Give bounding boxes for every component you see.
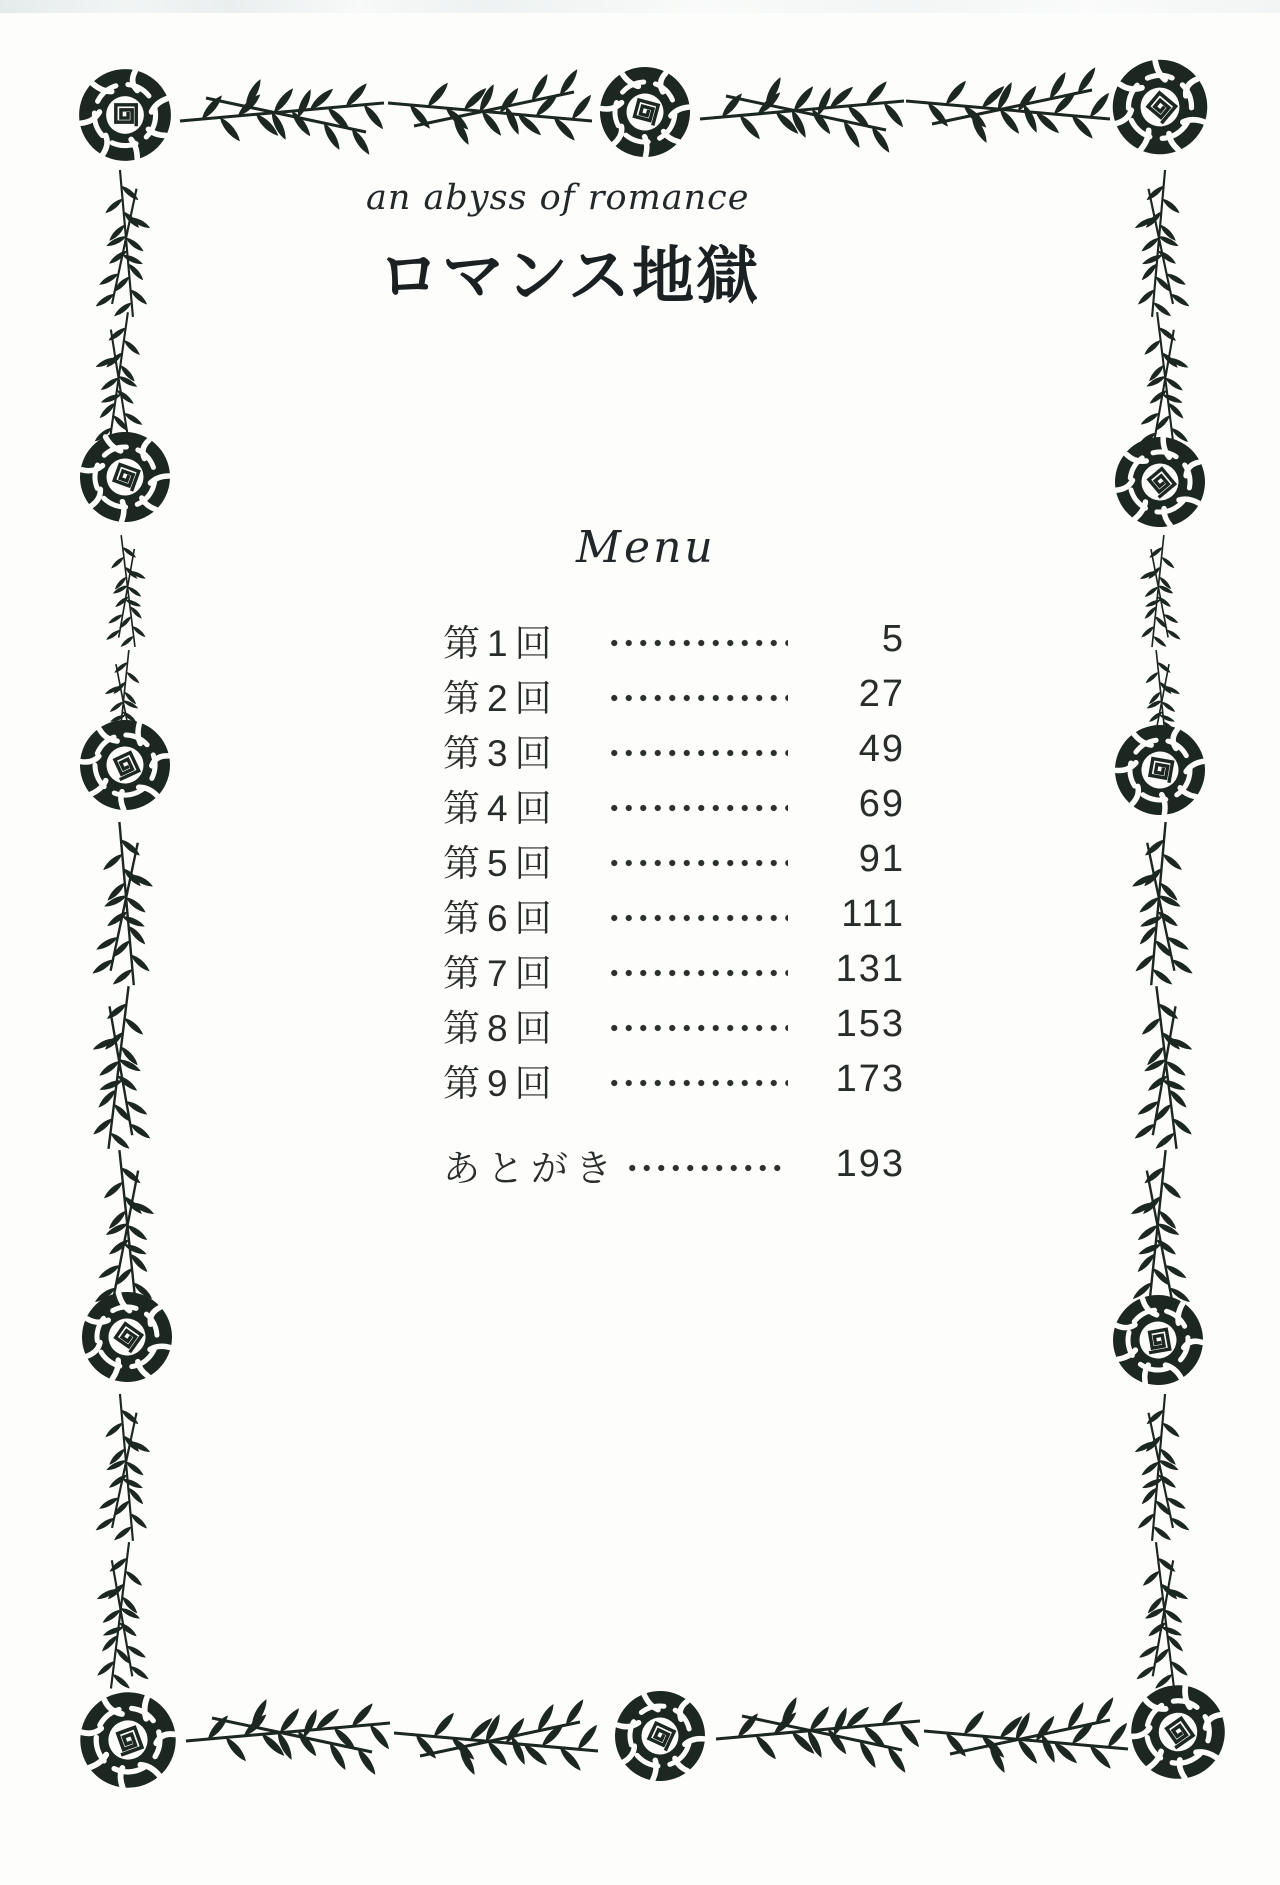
toc-entry-label: 第7回 (443, 952, 559, 994)
border-top (79, 40, 1226, 173)
dot-leader (607, 1076, 788, 1090)
rose-motif (64, 1274, 189, 1399)
sprig-motif (88, 985, 157, 1152)
rose-motif (67, 1679, 189, 1801)
sprig-motif (92, 1541, 154, 1691)
dot-leader (607, 966, 788, 980)
sprig-motif (388, 67, 594, 146)
dot-leader (607, 856, 788, 870)
toc-entry (443, 722, 905, 777)
sprig-motif (91, 822, 154, 987)
toc-entry-label: 第9回 (443, 1062, 559, 1104)
toc-entry-page: 5 (881, 618, 905, 660)
book-title: ロマンス地獄 (378, 243, 761, 311)
toc-entry-page: 91 (858, 838, 905, 880)
toc-entry (443, 612, 905, 667)
toc-entry-page: 193 (835, 1143, 905, 1185)
dot-leader (625, 1161, 788, 1175)
border-left (64, 170, 189, 1691)
rose-motif (600, 1676, 720, 1796)
toc-list (443, 612, 905, 1192)
rose-motif (590, 57, 700, 167)
toc-entry-page: 49 (858, 728, 905, 770)
rose-motif (1108, 718, 1212, 822)
sprig-motif (394, 1697, 600, 1776)
dot-leader (607, 636, 788, 650)
toc-entry-page: 131 (835, 948, 905, 990)
sprig-motif (94, 170, 151, 318)
toc-entry-label: 第8回 (443, 1007, 559, 1049)
dot-leader (607, 801, 788, 815)
sprig-motif (1134, 170, 1191, 318)
toc-entry (443, 832, 905, 887)
sprig-motif (924, 1695, 1130, 1774)
toc-afterword (443, 1137, 905, 1192)
toc-entry-label: 第6回 (443, 897, 559, 939)
rose-motif (1097, 419, 1224, 546)
sprig-motif (94, 1394, 151, 1542)
dot-leader (607, 911, 788, 925)
toc-entry-label: 第2回 (443, 677, 559, 719)
sprig-motif (1134, 1394, 1191, 1542)
sprig-motif (186, 1697, 392, 1776)
toc-entry-page: 153 (835, 1003, 905, 1045)
sprig-motif (906, 65, 1112, 144)
toc-entry-label: あとがき (443, 1147, 619, 1189)
toc-entry (443, 1052, 905, 1107)
toc-entry-label: 第1回 (443, 622, 559, 664)
sprig-motif (716, 1695, 922, 1774)
sprig-motif (700, 75, 906, 154)
sprig-motif (1130, 1541, 1192, 1691)
rose-motif (1106, 1288, 1210, 1392)
sprig-motif (1138, 535, 1184, 649)
sprig-motif (180, 77, 386, 156)
dot-leader (607, 746, 788, 760)
border-right (1097, 170, 1224, 1691)
toc-entry-label: 第4回 (443, 787, 559, 829)
toc-entry-label: 第5回 (443, 842, 559, 884)
sprig-motif (1131, 822, 1194, 987)
rose-motif (79, 69, 171, 161)
sprig-motif (1128, 1149, 1194, 1315)
rose-motif (1113, 1667, 1243, 1797)
rose-motif (67, 419, 182, 534)
toc-entry (443, 997, 905, 1052)
rose-motif (1093, 40, 1226, 173)
toc-entry-page: 173 (835, 1058, 905, 1100)
toc-entry (443, 667, 905, 722)
toc-entry (443, 887, 905, 942)
toc-entry-page: 27 (858, 673, 905, 715)
toc-entry (443, 942, 905, 997)
book-subtitle: an abyss of romance (366, 178, 750, 218)
sprig-motif (1128, 985, 1197, 1152)
sprig-motif (91, 1149, 157, 1315)
border-bottom (67, 1667, 1243, 1801)
rose-motif (65, 705, 185, 825)
toc-entry-label: 第3回 (443, 732, 559, 774)
dot-leader (607, 691, 788, 705)
dot-leader (607, 1021, 788, 1035)
menu-heading: Menu (576, 522, 716, 573)
toc-entry (443, 777, 905, 832)
toc-entry-page: 69 (858, 783, 905, 825)
sprig-motif (101, 534, 149, 649)
toc-entry-page: 111 (841, 893, 905, 935)
